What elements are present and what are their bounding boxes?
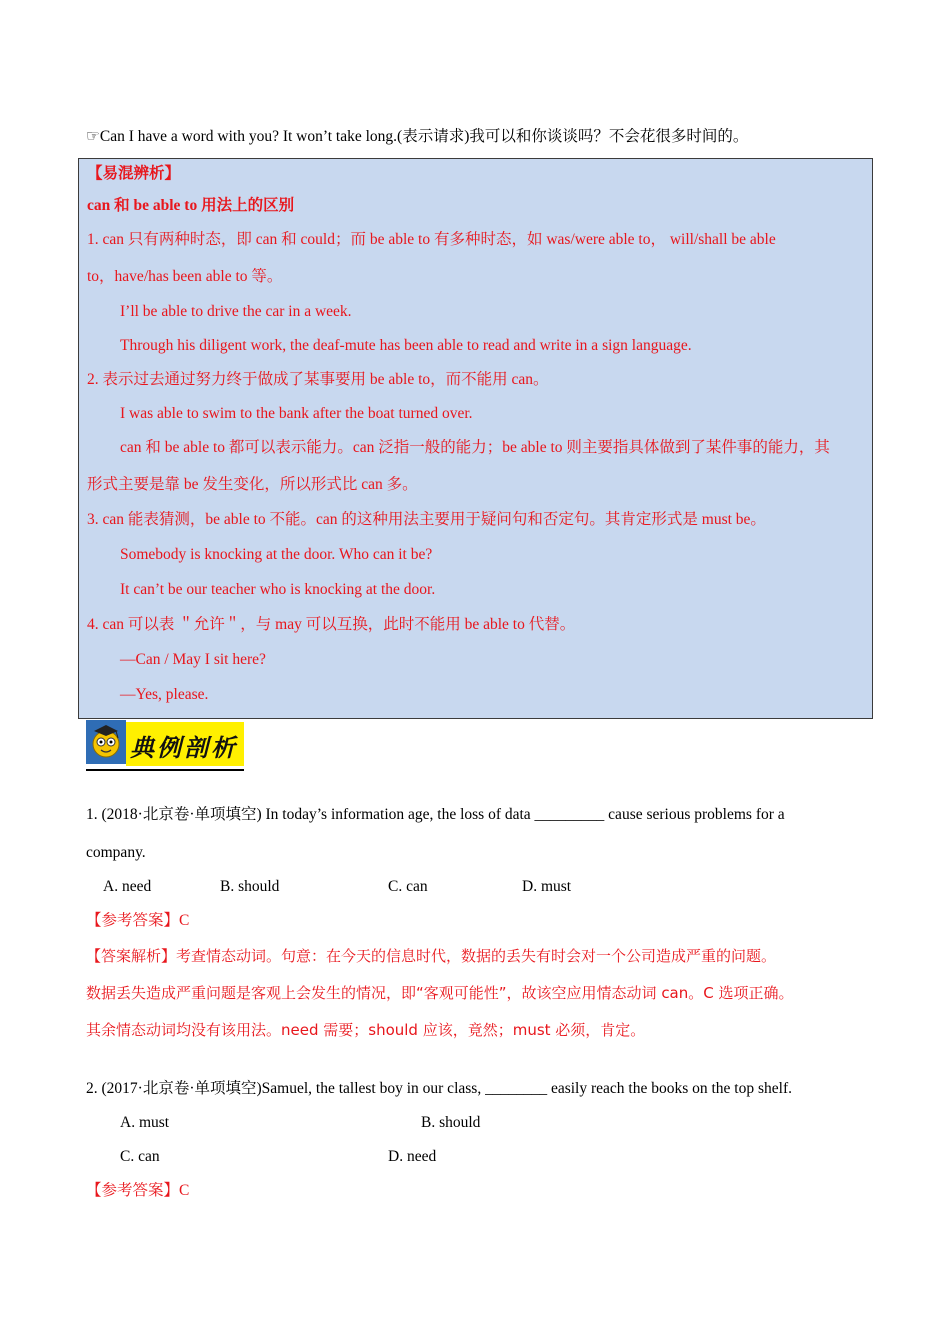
example-2: Through his diligent work, the deaf-mute has been able to read and write in a sign language. — [120, 337, 692, 354]
example-3: I was able to swim to the bank after the boat turned over. — [120, 405, 473, 422]
point-2b: can 和 be able to 都可以表示能力。can 泛指一般的能力；be able to 则主要指具体做到了某件事的能力，其 — [120, 439, 830, 456]
point-3: 3. can 能表猜测，be able to 不能。can 的这种用法主要用于疑问句和否定句。其肯定形式是 must be。 — [87, 511, 766, 528]
q1-analysis-a: 【答案解析】考查情态动词。句意：在今天的信息时代，数据的丢失有时会对一个公司造成严重的问题。 — [86, 947, 777, 965]
intro-example: ☞Can I have a word with you? It won’t take long.(表示请求)我可以和你谈谈吗？不会花很多时间的。 — [86, 128, 749, 145]
point-1a: 1. can 只有两种时态，即 can 和 could；而 be able to 有多种时态，如 was/were able to， will/shall be able — [87, 231, 776, 248]
q2-option-d: D. need — [388, 1148, 437, 1165]
q1-stem-b: company. — [86, 844, 146, 861]
box-header: 【易混辨析】 — [87, 165, 181, 182]
example-7: —Yes, please. — [120, 686, 209, 703]
cartoon-student-icon — [86, 720, 126, 764]
point-1b: to，have/has been able to 等。 — [87, 268, 283, 285]
confusion-analysis-box — [78, 158, 873, 719]
q2-option-b: B. should — [421, 1114, 481, 1131]
q1-option-c: C. can — [388, 878, 428, 895]
example-1: I’ll be able to drive the car in a week. — [120, 303, 352, 320]
q1-analysis-b: 数据丢失造成严重问题是客观上会发生的情况，即“客观可能性”，故该空应用情态动词 can。C 选项正确。 — [86, 984, 794, 1002]
banner-title: 典例剖析 — [130, 734, 238, 762]
q1-answer: 【参考答案】C — [86, 912, 190, 929]
point-2c: 形式主要是靠 be 发生变化，所以形式比 can 多。 — [87, 476, 418, 493]
point-2: 2. 表示过去通过努力终于做成了某事要用 be able to，而不能用 can。 — [87, 371, 549, 388]
box-title: can 和 be able to 用法上的区别 — [87, 197, 295, 214]
q1-option-a: A. need — [103, 878, 152, 895]
q2-stem: 2. (2017·北京卷·单项填空)Samuel, the tallest boy in our class, ________ easily reach the books on the top shelf. — [86, 1080, 792, 1097]
q2-option-a: A. must — [120, 1114, 170, 1131]
q1-analysis-c: 其余情态动词均没有该用法。need 需要；should 应该，竟然；must 必须，肯定。 — [86, 1021, 646, 1039]
section-banner — [86, 720, 244, 770]
example-6: —Can / May I sit here? — [120, 651, 266, 668]
q1-stem-a: 1. (2018·北京卷·单项填空) In today’s information age, the loss of data _________ cause serious problems for a — [86, 806, 785, 823]
q1-option-b: B. should — [220, 878, 280, 895]
example-5: It can’t be our teacher who is knocking at the door. — [120, 581, 436, 598]
example-4: Somebody is knocking at the door. Who can it be? — [120, 546, 433, 563]
point-4: 4. can 可以表 ＂允许＂，与 may 可以互换，此时不能用 be able to 代替。 — [87, 616, 576, 633]
q1-option-d: D. must — [522, 878, 572, 895]
q2-option-c: C. can — [120, 1148, 160, 1165]
q2-answer: 【参考答案】C — [86, 1182, 190, 1199]
